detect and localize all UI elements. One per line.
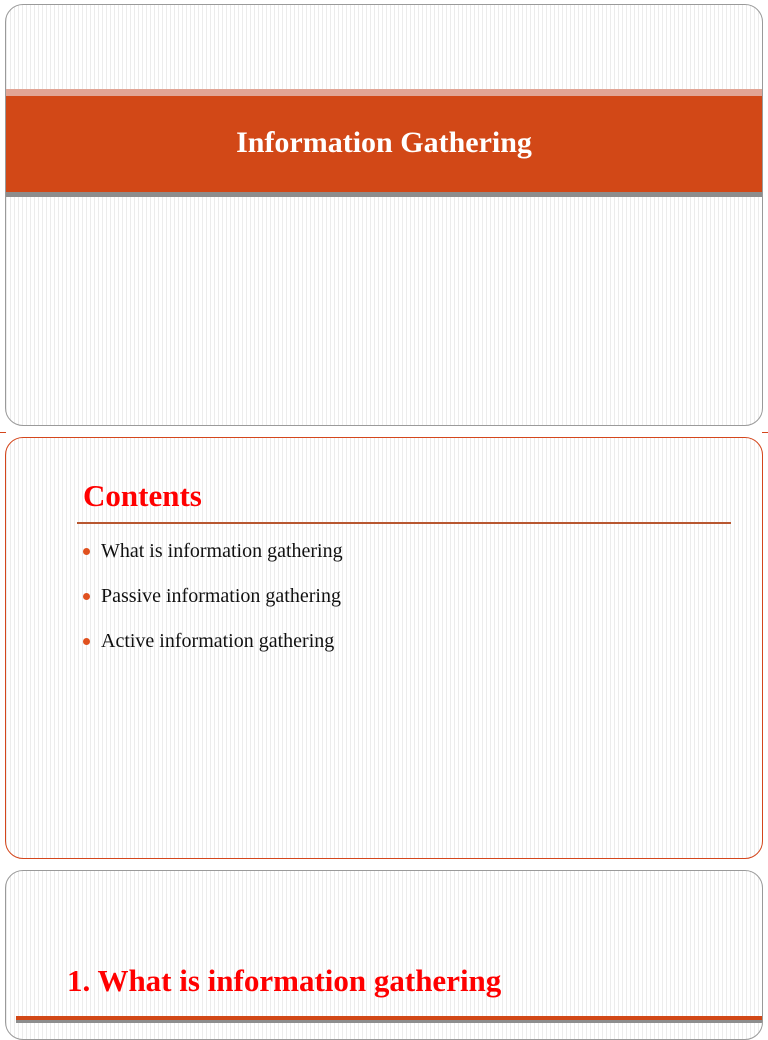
bullet-icon <box>83 548 90 555</box>
list-item <box>83 628 343 673</box>
slide-separator-right <box>762 432 768 433</box>
list-item-label: Passive information gathering <box>101 585 341 607</box>
slide-separator-left <box>0 432 6 433</box>
title-slide <box>5 4 763 426</box>
section-slide <box>5 870 763 1040</box>
banner-top-stripe <box>6 89 762 96</box>
section-divider-gray <box>16 1020 763 1023</box>
section-title: 1. What is information gathering <box>67 963 502 998</box>
list-item <box>83 583 343 628</box>
list-item <box>83 538 343 583</box>
list-item-label: What is information gathering <box>101 540 343 562</box>
title-banner <box>6 96 762 192</box>
contents-heading: Contents <box>83 478 202 513</box>
list-item-label: Active information gathering <box>101 630 335 652</box>
slide-title: Information Gathering <box>236 126 532 159</box>
contents-list <box>83 538 343 673</box>
banner-bottom-stripe <box>6 192 762 197</box>
bullet-icon <box>83 593 90 600</box>
heading-divider <box>77 522 731 524</box>
contents-slide <box>5 437 763 859</box>
bullet-icon <box>83 638 90 645</box>
